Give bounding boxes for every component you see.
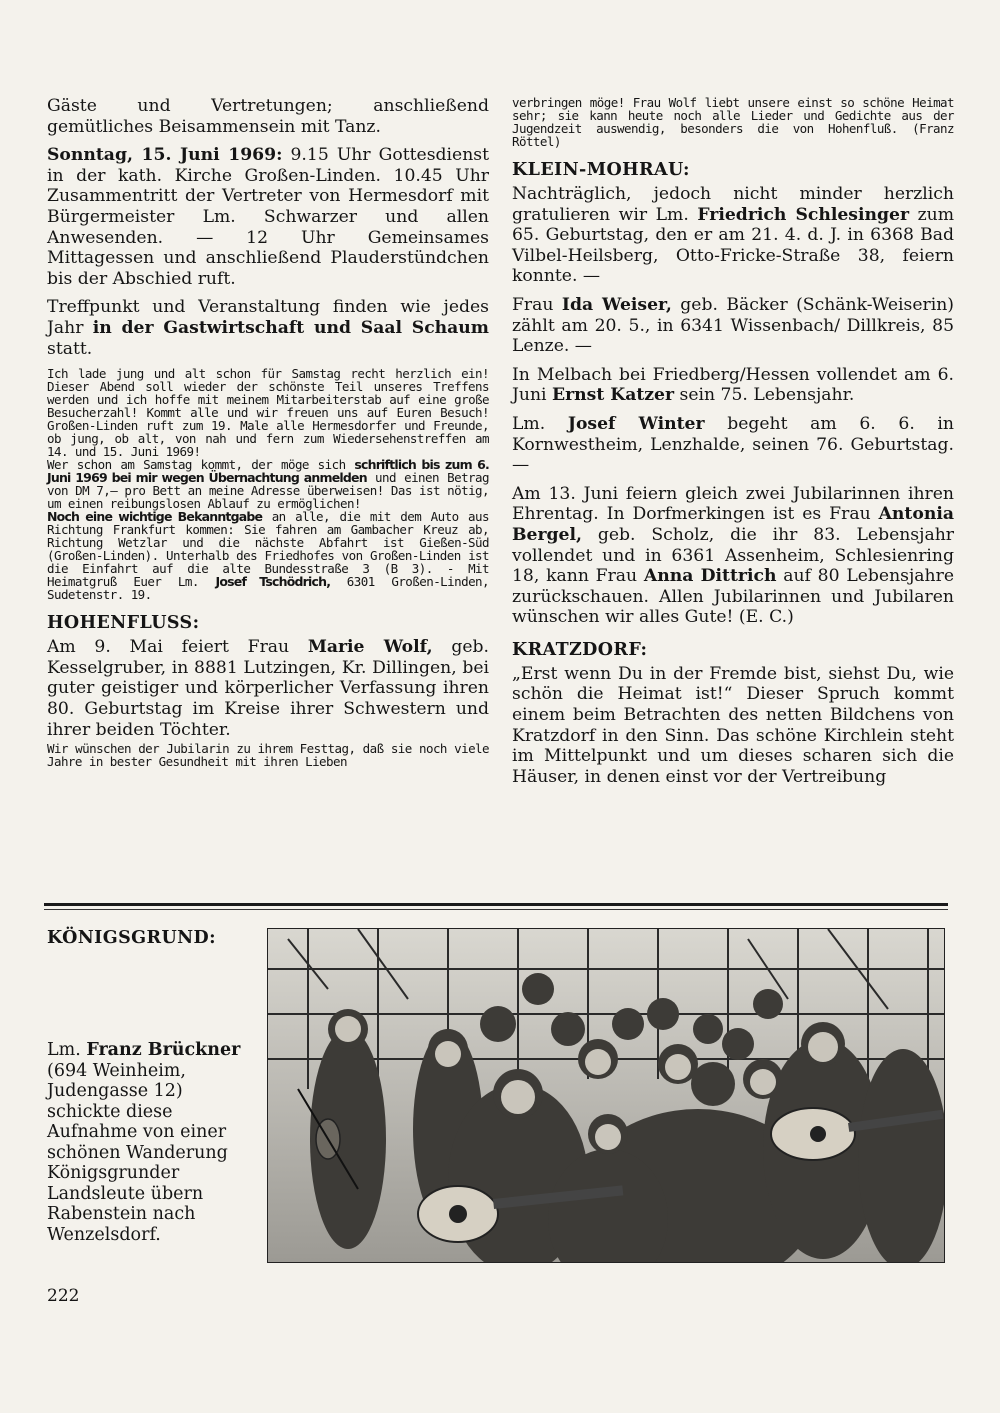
heading-konigsgrund: KÖNIGSGRUND:: [47, 928, 216, 948]
overnight-a: Wer schon am Samstag kommt, der möge sich: [47, 457, 355, 473]
km3-a: In Melbach bei Friedberg/Hessen vollendet am 6. Juni: [512, 364, 954, 406]
overnight-text: [47, 458, 489, 510]
left-column: [47, 96, 489, 768]
heading-kratzdorf: KRATZDORF:: [512, 639, 648, 660]
group-photo: [267, 928, 945, 1263]
caption-b: (694 Weinheim, Judengasse 12) schickte diese Aufnahme von einer schönen Wanderung Königsgrunder Landsleute übern Rabenstein nach Wenzelsdorf.: [47, 1060, 228, 1245]
notice-a: an alle, die mit dem Auto aus Richtung Frankfurt kommen: Sie fahren am Gambacher Kreuz ab, Richtung Wetzlar und die nächste Abfahrt ist Gießen-Süd (Großen-Linden). Unterhalb des Friedhofes von Großen-Linden ist die Einfahrt auf die alte Bundesstraße 3 (B 3). - Mit Heimatgruß Euer Lm.: [47, 509, 489, 590]
heading-hohenfluss: HOHENFLUSS:: [47, 613, 200, 634]
paragraph-winter: [512, 414, 954, 476]
group-photo-image: [268, 929, 944, 1262]
km4-a: Lm.: [512, 413, 568, 434]
section-divider-thin: [44, 909, 948, 910]
paragraph-schlesinger: [512, 184, 954, 287]
invitation-text: Ich lade jung und alt schon für Samstag recht herzlich ein! Dieser Abend soll wieder der schönste Teil unseres Treffens werden und ich hoffe mit meinem Mitarbeiterstab auf eine große Besucherzahl! Kommt alle und wir freuen uns auf Euren Besuch! Großen-Linden ruft zum 19. Male alle Hermesdorfer und Freunde, ob jung, ob alt, von nah und fern zum Wiedersehenstreffen am 14. und 15. Juni 1969!: [47, 366, 489, 460]
km5-name2: Anna Dittrich: [643, 566, 777, 587]
caption-name: Franz Brückner: [86, 1040, 241, 1060]
paragraph-weiser: [512, 295, 954, 357]
paragraph-katzer: [512, 365, 954, 406]
km1-b: zum 65. Geburtstag, den er am 21. 4. d. J. in 6368 Bad Vilbel-Heilsberg, Otto-Fricke-Straße 38, feiern konnte. —: [512, 204, 954, 287]
km2-name: Ida Weiser,: [561, 294, 672, 315]
hf-name: Marie Wolf,: [307, 637, 433, 658]
meet-venue: in der Gastwirtschaft und Saal Schaum: [92, 317, 489, 338]
km3-name: Ernst Katzer: [552, 385, 675, 406]
photo-caption: [47, 1040, 247, 1245]
hf-a: Am 9. Mai feiert Frau: [47, 637, 308, 658]
notice-b: 6301 Großen-Linden, Sudetenstr. 19.: [47, 574, 490, 603]
km2-b: geb. Bäcker (Schänk-Weiserin) zählt am 20. 5., in 6341 Wissenbach/ Dillkreis, 85 Lenze. —: [512, 294, 954, 357]
km3-b: sein 75. Lebensjahr.: [674, 385, 855, 406]
meet-text-b: statt.: [47, 338, 93, 359]
paragraph-sunday: [47, 145, 489, 289]
sunday-text: 9.15 Uhr Gottesdienst in der kath. Kirche Großen-Linden. 10.45 Uhr Zusammentritt der Vertreter von Hermesdorf mit Bürgermeister Lm. Schwarzer und allen Anwesenden. — 12 Uhr Gemeinsames Mittagessen und anschließend Plauderstündchen bis der Abschied ruft.: [47, 145, 490, 289]
km4-b: begeht am 6. 6. in Kornwestheim, Lenzhalde, seinen 76. Geburtstag. —: [512, 413, 954, 476]
km1-name: Friedrich Schlesinger: [697, 204, 909, 225]
paragraph-marie-wolf: [47, 637, 489, 740]
km4-name: Josef Winter: [567, 413, 705, 434]
paragraph-guests: Gäste und Vertretungen; anschließend gemütliches Beisammensein mit Tanz.: [47, 96, 489, 137]
hohenfluss-small-text: Wir wünschen der Jubilarin zu ihrem Festtag, daß sie noch viele Jahre in bester Gesundheit mit ihren Lieben: [47, 741, 489, 770]
meet-text-a: Treffpunkt und Veranstaltung finden wie jedes Jahr: [47, 297, 489, 338]
km5-c: auf 80 Lebensjahre zurückschauen. Allen Jubilarinnen und Jubilaren wünschen wir alles Gute! (E. C.): [512, 566, 954, 628]
right-column: [512, 96, 954, 795]
paragraph-jubilarinnen: [512, 484, 954, 628]
caption-a: Lm.: [47, 1040, 87, 1060]
km1-a: Nachträglich, jedoch nicht minder herzlich gratulieren wir Lm.: [512, 184, 954, 225]
km5-name1: Antonia Bergel,: [512, 504, 954, 545]
km2-a: Frau: [512, 294, 562, 315]
page-number: 222: [47, 1286, 80, 1306]
overnight-bold: schriftlich bis zum 6. Juni 1969 bei mir wegen Übernachtung anmelden: [47, 457, 489, 486]
invitation-block: [47, 367, 489, 601]
continuation-text: verbringen möge! Frau Wolf liebt unsere einst so schöne Heimat sehr; sie kann heute noch alle Lieder und Gedichte aus der Jugendzeit auswendig, besonders die von Hohenfluß. (Franz Röttel): [512, 95, 954, 149]
sunday-date: Sonntag, 15. Juni 1969:: [47, 145, 283, 166]
hf-b: geb. Kesselgruber, in 8881 Lutzingen, Kr. Dillingen, bei guter geistiger und körperlicher Verfassung ihren 80. Geburtstag im Kreise ihrer Schwestern und ihrer beiden Töchter.: [47, 637, 489, 740]
paragraph-kratzdorf: „Erst wenn Du in der Fremde bist, siehst Du, wie schön die Heimat ist!“ Dieser Spruch kommt einem beim Betrachten des netten Bildchens von Kratzdorf in den Sinn. Das schöne Kirchlein steht im Mittelpunkt und um dieses scharen sich die Häuser, in denen einst vor der Vertreibung: [512, 663, 954, 787]
km5-a: Am 13. Juni feiern gleich zwei Jubilarinnen ihren Ehrentag. In Dorfmerkingen ist es Frau: [512, 483, 954, 525]
section-divider: [44, 903, 948, 906]
heading-klein-mohrau: KLEIN-MOHRAU:: [512, 160, 690, 180]
overnight-b: und einen Betrag von DM 7,— pro Bett an meine Adresse überweisen! Das ist nötig, um einen reibungslosen Ablauf zu ermöglichen!: [47, 470, 489, 512]
paragraph-meeting-point: [47, 297, 489, 359]
notice-text: [47, 510, 489, 601]
km5-b: geb. Scholz, die ihr 83. Lebensjahr vollendet und in 6361 Assenheim, Schlesienring 18, kann Frau: [512, 524, 954, 587]
notice-bold: Noch eine wichtige Bekanntgabe: [47, 509, 263, 525]
notice-name: Josef Tschödrich,: [215, 574, 331, 590]
